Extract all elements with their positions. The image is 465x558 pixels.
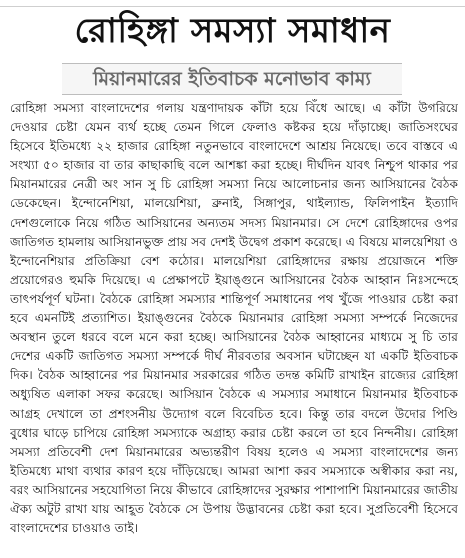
editorial-headline: রোহিঙ্গা সমস্যা সমাধান <box>74 11 391 51</box>
subheadline-banner <box>62 63 402 95</box>
article-body: রোহিঙ্গা সমস্যা বাংলাদেশের গলায় যন্ত্রণাদায়ক কাঁটা হয়ে বিঁধে আছে। এ কাঁটা উগরিয়ে দেওয়ার চেষ্টা যেমন ব্যর্থ হচ্ছে তেমন গিলে ফেলাও কষ্টকর হয়ে দাঁড়াচ্ছে। জাতিসংঘের হিসেবে ইতিমধ্যে ২২ হাজার রোহিঙ্গা নতুনভাবে বাংলাদেশে আশ্রয় নিয়েছে। তবে বাস্তবে এ সংখ্যা ৫০ হাজার বা তার কাছাকাছি বলে আশঙ্কা করা হচ্ছে। দীর্ঘদিন যাবৎ নিশ্চুপ থাকার পর মিয়ানমারের নেত্রী অং সান সু চি রোহিঙ্গা সমস্যা নিয়ে আলোচনার জন্য আসিয়ানের বৈঠক ডেকেছেন। ইন্দোনেশিয়া, মালয়েশিয়া, ব্রুনাই, সিঙ্গাপুর, থাইল্যান্ড, ফিলিপাইন ইত্যাদি দেশগুলোকে নিয়ে গঠিত আসিয়ানের অন্যতম সদস্য মিয়ানমার। সে দেশে রোহিঙ্গাদের ওপর জাতিগত হামলায় আসিয়ানভুক্ত প্রায় সব দেশই উদ্বেগ প্রকাশ করেছে। এ বিষয়ে মালয়েশিয়া ও ইন্দোনেশিয়ার প্রতিক্রিয়া বেশ কঠোর। মালয়েশিয়া রোহিঙ্গাদের রক্ষায় প্রয়োজনে শক্তি প্রয়োগেরও হুমকি দিয়েছে। এ প্রেক্ষাপটে ইয়াঙ্গুনে আসিয়ানের বৈঠক আহ্বান নিঃসন্দেহে তাৎপর্যপূর্ণ ঘটনা। বৈঠকে রোহিঙ্গা সমস্যার শান্তিপূর্ণ সমাধানের পথ খুঁজে পাওয়ার চেষ্টা করা হবে এমনটিই প্রত্যাশিত। ইয়াঙ্গুনের বৈঠকে মিয়ানমার রোহিঙ্গা সমস্যা সম্পর্কে নিজেদের অবস্থান তুলে ধরবে বলে মনে করা হচ্ছে। আসিয়ানের বৈঠক আহ্বানের মাধ্যমে সু চি তার দেশের একটি জাতিগত সমস্যা সম্পর্কে দীর্ঘ নীরবতার অবসান ঘটাচ্ছেন যা একটি ইতিবাচক দিক। বৈঠক আহ্বানের পর মিয়ানমার সরকারের গঠিত তদন্ত কমিটি রাখাইন রাজ্যের রোহিঙ্গা অধ্যুষিত এলাকা সফর করেছে। আসিয়ান বৈঠকে এ সমস্যার সমাধানে মিয়ানমার ইতিবাচক আগ্রহ দেখালে তা প্রশংসনীয় উদ্যোগ বলে বিবেচিত হবে। কিন্তু তার বদলে উদোর পিণ্ডি বুধোর ঘাড়ে চাপিয়ে রোহিঙ্গা সমস্যাকে অগ্রাহ্য করার চেষ্টা করলে তা হবে নিন্দনীয়। রোহিঙ্গা সমস্যা প্রতিবেশী দেশ মিয়ানমারের অভ্যন্তরীণ বিষয় হলেও এ সমস্যা বাংলাদেশের জন্য ইতিমধ্যে মাথা ব্যথার কারণ হয়ে দাঁড়িয়েছে। আমরা আশা করব সমস্যাকে অস্বীকার করা নয়, বরং আসিয়ানের সহযোগিতা নিয়ে কীভাবে রোহিঙ্গাদের সুরক্ষার পাশাপাশি মিয়ানমারের জাতীয় ঐক্য অটুট রাখা যায় আহূত বৈঠকে সে উপায় উদ্ভাবনের চেষ্টা করা হবে। সুপ্রতিবেশী হিসেবে বাংলাদেশের চাওয়াও তাই। <box>10 101 458 536</box>
editorial-subheadline: মিয়ানমারের ইতিবাচক মনোভাব কাম্য <box>93 68 371 90</box>
editorial-article <box>10 99 458 555</box>
page-top-edge <box>0 0 465 7</box>
